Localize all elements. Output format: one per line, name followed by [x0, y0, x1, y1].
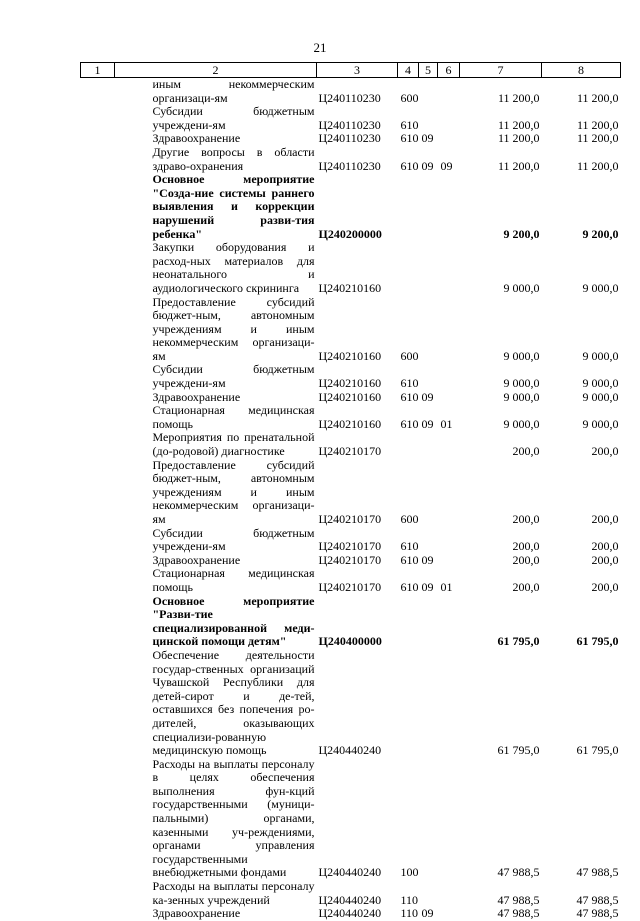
header-col-2: 2 — [115, 63, 317, 78]
row-code: Ц240210160 — [318, 416, 382, 431]
row-code: Ц240110230 — [318, 117, 381, 132]
table-row — [81, 758, 621, 880]
row-rz — [419, 105, 438, 132]
row-rz — [419, 880, 438, 907]
row-index-cell — [81, 527, 115, 554]
row-amount-8: 9 000,0 — [582, 348, 619, 363]
row-pr — [438, 391, 460, 405]
row-index-cell — [81, 296, 115, 364]
row-rz — [419, 241, 438, 295]
row-index-cell — [81, 554, 115, 568]
header-col-1: 1 — [81, 63, 115, 78]
row-amount-7: 11 200,0 — [497, 90, 540, 105]
row-vr: 110 — [400, 906, 419, 921]
row-vr: 610 — [400, 389, 419, 404]
row-code: Ц240210170 — [318, 579, 382, 594]
table-row — [81, 391, 621, 405]
header-col-7: 7 — [460, 63, 542, 78]
row-index-cell — [81, 105, 115, 132]
row-rz — [419, 363, 438, 390]
row-rz: 09 — [421, 389, 434, 404]
row-amount-8: 9 000,0 — [582, 416, 619, 431]
row-pr — [438, 554, 460, 568]
row-vr: 610 — [400, 158, 419, 173]
row-pr — [438, 132, 460, 146]
row-name: Расходы на выплаты персоналу в целях обеспечения выполнения фун-кций государственными (муници-пальными) органами, казенными уч-реждениями, органами управления государственными внебюджетными фондами — [152, 756, 315, 880]
row-vr — [398, 431, 419, 458]
row-name: Закупки оборудования и расход-ных материалов для неонатального и аудиологического скрининга — [152, 240, 315, 295]
row-rz: 09 — [421, 579, 434, 594]
row-code: Ц240440240 — [318, 743, 382, 758]
row-vr: 600 — [400, 90, 419, 105]
row-rz — [419, 758, 438, 880]
row-code: Ц240400000 — [318, 634, 382, 649]
row-amount-8: 61 795,0 — [576, 634, 619, 649]
row-pr — [438, 241, 460, 295]
row-index-cell — [81, 880, 115, 907]
row-pr — [438, 431, 460, 458]
row-index-cell — [81, 431, 115, 458]
row-vr: 600 — [400, 512, 419, 526]
row-pr — [438, 907, 460, 921]
budget-table — [80, 62, 621, 921]
row-name: Субсидии бюджетным учреждени-ям — [152, 104, 315, 132]
table-row — [81, 554, 621, 568]
row-index-cell — [81, 146, 115, 173]
row-vr: 600 — [400, 348, 419, 363]
table-row — [81, 649, 621, 758]
row-amount-8: 61 795,0 — [576, 743, 619, 758]
row-index-cell — [81, 907, 115, 921]
row-amount-8: 200,0 — [591, 579, 619, 594]
row-pr: 09 — [440, 158, 453, 173]
table-row — [81, 78, 621, 106]
row-name: Основное мероприятие "Разви-тие специализированной меди-цинской помощи детям" — [152, 593, 315, 649]
row-rz — [419, 527, 438, 554]
row-name: Предоставление субсидий бюджет-ным, автономным учреждениям и иным некоммерческим организаци-ям — [152, 457, 315, 526]
row-amount-8: 9 000,0 — [582, 376, 619, 391]
page-number: 21 — [313, 40, 327, 55]
row-name: Основное мероприятие "Созда-ние системы раннего выявления и коррекции нарушений разви-тия ребенка" — [152, 172, 315, 241]
row-index-cell — [81, 78, 115, 106]
row-code: Ц240440240 — [318, 865, 382, 880]
row-name: Субсидии бюджетным учреждени-ям — [152, 362, 315, 391]
row-amount-7: 9 000,0 — [503, 280, 540, 295]
row-code: Ц240210160 — [318, 280, 382, 295]
row-name: Здравоохранение — [152, 906, 241, 921]
row-code: Ц240210170 — [318, 444, 382, 459]
row-amount-8: 11 200,0 — [576, 90, 619, 105]
row-pr: 01 — [440, 416, 453, 431]
header-col-6: 6 — [438, 63, 460, 78]
row-vr — [398, 595, 419, 649]
row-amount-8: 11 200,0 — [576, 131, 619, 146]
row-amount-7: 11 200,0 — [497, 158, 540, 173]
row-amount-8: 200,0 — [591, 539, 619, 554]
row-amount-8: 47 988,5 — [576, 906, 619, 921]
table-row — [81, 173, 621, 241]
row-rz: 09 — [421, 416, 434, 431]
row-rz: 09 — [421, 552, 434, 567]
row-rz — [419, 595, 438, 649]
row-amount-8: 47 988,5 — [576, 865, 619, 880]
row-amount-7: 200,0 — [512, 539, 540, 554]
table-row — [81, 527, 621, 554]
row-vr: 610 — [400, 539, 419, 554]
table-row — [81, 907, 621, 921]
row-amount-7: 47 988,5 — [497, 906, 540, 921]
row-code: Ц240440240 — [318, 906, 382, 921]
row-amount-7: 200,0 — [512, 552, 540, 567]
header-col-4: 4 — [398, 63, 419, 78]
row-name: Мероприятия по пренатальной (до-родовой) диагностике — [152, 430, 315, 459]
row-vr — [398, 649, 419, 758]
table-row — [81, 567, 621, 594]
row-name: Здравоохранение — [152, 552, 241, 567]
row-name: Другие вопросы в области здраво-охранения — [152, 144, 315, 173]
table-row — [81, 404, 621, 431]
row-rz — [419, 649, 438, 758]
table-body — [81, 78, 621, 921]
row-pr — [438, 649, 460, 758]
row-amount-7: 200,0 — [512, 444, 540, 459]
row-index-cell — [81, 567, 115, 594]
table-row — [81, 241, 621, 295]
row-code: Ц240210160 — [318, 376, 382, 391]
row-amount-8: 200,0 — [591, 444, 619, 459]
table-row — [81, 595, 621, 649]
row-rz: 09 — [421, 906, 434, 921]
row-name: иным некоммерческим организаци-ям — [152, 77, 315, 105]
row-pr — [438, 758, 460, 880]
row-name: Расходы на выплаты персоналу ка-зенных учреждений — [152, 879, 315, 907]
table-row — [81, 459, 621, 527]
row-amount-7: 9 000,0 — [503, 389, 540, 404]
header-col-8: 8 — [542, 63, 621, 78]
header-row — [81, 63, 621, 78]
row-pr — [438, 105, 460, 132]
row-amount-7: 9 000,0 — [503, 416, 540, 431]
row-vr: 610 — [400, 579, 419, 594]
row-amount-7: 11 200,0 — [497, 131, 540, 146]
table-row — [81, 146, 621, 173]
row-vr: 610 — [400, 131, 419, 146]
row-code: Ц240200000 — [318, 226, 382, 241]
row-vr — [398, 241, 419, 295]
row-code: Ц240110230 — [318, 90, 381, 105]
row-amount-7: 61 795,0 — [497, 743, 540, 758]
row-code: Ц240110230 — [318, 158, 381, 173]
row-amount-8: 200,0 — [591, 552, 619, 567]
row-index-cell — [81, 363, 115, 390]
row-index-cell — [81, 173, 115, 241]
row-name: Здравоохранение — [152, 389, 241, 404]
row-index-cell — [81, 404, 115, 431]
row-vr: 110 — [400, 892, 419, 907]
row-amount-7: 200,0 — [512, 512, 540, 526]
table-row — [81, 296, 621, 364]
row-amount-7: 200,0 — [512, 579, 540, 594]
table-row — [81, 431, 621, 458]
row-name: Стационарная медицинская помощь — [152, 566, 315, 594]
row-amount-8: 11 200,0 — [576, 117, 619, 132]
row-rz: 09 — [421, 131, 434, 146]
row-code: Ц240210160 — [318, 348, 382, 363]
table-row — [81, 880, 621, 907]
row-amount-7: 9 000,0 — [503, 376, 540, 391]
row-rz: 09 — [421, 158, 434, 173]
row-pr — [438, 595, 460, 649]
table-row — [81, 132, 621, 146]
table-row — [81, 363, 621, 390]
row-index-cell — [81, 595, 115, 649]
row-pr — [438, 363, 460, 390]
row-amount-8: 11 200,0 — [576, 158, 619, 173]
row-name: Субсидии бюджетным учреждени-ям — [152, 525, 315, 554]
row-code: Ц240210170 — [318, 552, 382, 567]
row-code: Ц240210170 — [318, 539, 382, 554]
table-row — [81, 105, 621, 132]
row-pr — [438, 527, 460, 554]
row-name: Обеспечение деятельности государ-ственных организаций Чувашской Республики для детей-сирот и де-тей, оставшихся без попечения ро-дителей, оказывающих специализи-рованную медицинскую помощь — [152, 647, 315, 758]
row-rz — [419, 431, 438, 458]
row-code: Ц240210160 — [318, 389, 382, 404]
row-amount-7: 47 988,5 — [497, 892, 540, 907]
row-index-cell — [81, 132, 115, 146]
row-vr: 610 — [400, 552, 419, 567]
row-pr — [438, 459, 460, 527]
row-index-cell — [81, 391, 115, 405]
row-name: Здравоохранение — [152, 131, 241, 146]
header-col-3: 3 — [317, 63, 398, 78]
table-header — [81, 63, 621, 78]
row-index-cell — [81, 649, 115, 758]
row-index-cell — [81, 241, 115, 295]
row-amount-7: 11 200,0 — [497, 117, 540, 132]
row-vr: 610 — [400, 376, 419, 391]
row-code: Ц240110230 — [318, 131, 381, 146]
row-rz — [419, 459, 438, 527]
row-amount-8: 9 000,0 — [582, 389, 619, 404]
row-amount-7: 9 000,0 — [503, 348, 540, 363]
row-amount-7: 61 795,0 — [497, 634, 540, 649]
row-rz — [419, 296, 438, 364]
row-vr — [398, 173, 419, 241]
row-code: Ц240440240 — [318, 892, 382, 907]
row-amount-8: 200,0 — [591, 512, 619, 526]
row-rz — [419, 78, 438, 106]
row-name: Предоставление субсидий бюджет-ным, автономным учреждениям и иным некоммерческим организаци-ям — [152, 294, 315, 363]
row-vr: 610 — [400, 117, 419, 132]
row-index-cell — [81, 459, 115, 527]
row-name: Стационарная медицинская помощь — [152, 403, 315, 431]
row-pr — [438, 78, 460, 106]
row-amount-8: 9 200,0 — [582, 226, 619, 241]
row-vr: 610 — [400, 416, 419, 431]
row-amount-8: 9 000,0 — [582, 280, 619, 295]
row-rz — [419, 173, 438, 241]
row-pr — [438, 296, 460, 364]
row-pr: 01 — [440, 579, 453, 594]
row-amount-7: 47 988,5 — [497, 865, 540, 880]
row-pr — [438, 880, 460, 907]
row-amount-7: 9 200,0 — [503, 226, 540, 241]
row-code: Ц240210170 — [318, 512, 382, 526]
row-vr: 100 — [400, 865, 419, 880]
row-index-cell — [81, 758, 115, 880]
row-amount-8: 47 988,5 — [576, 892, 619, 907]
row-pr — [438, 173, 460, 241]
header-col-5: 5 — [419, 63, 438, 78]
